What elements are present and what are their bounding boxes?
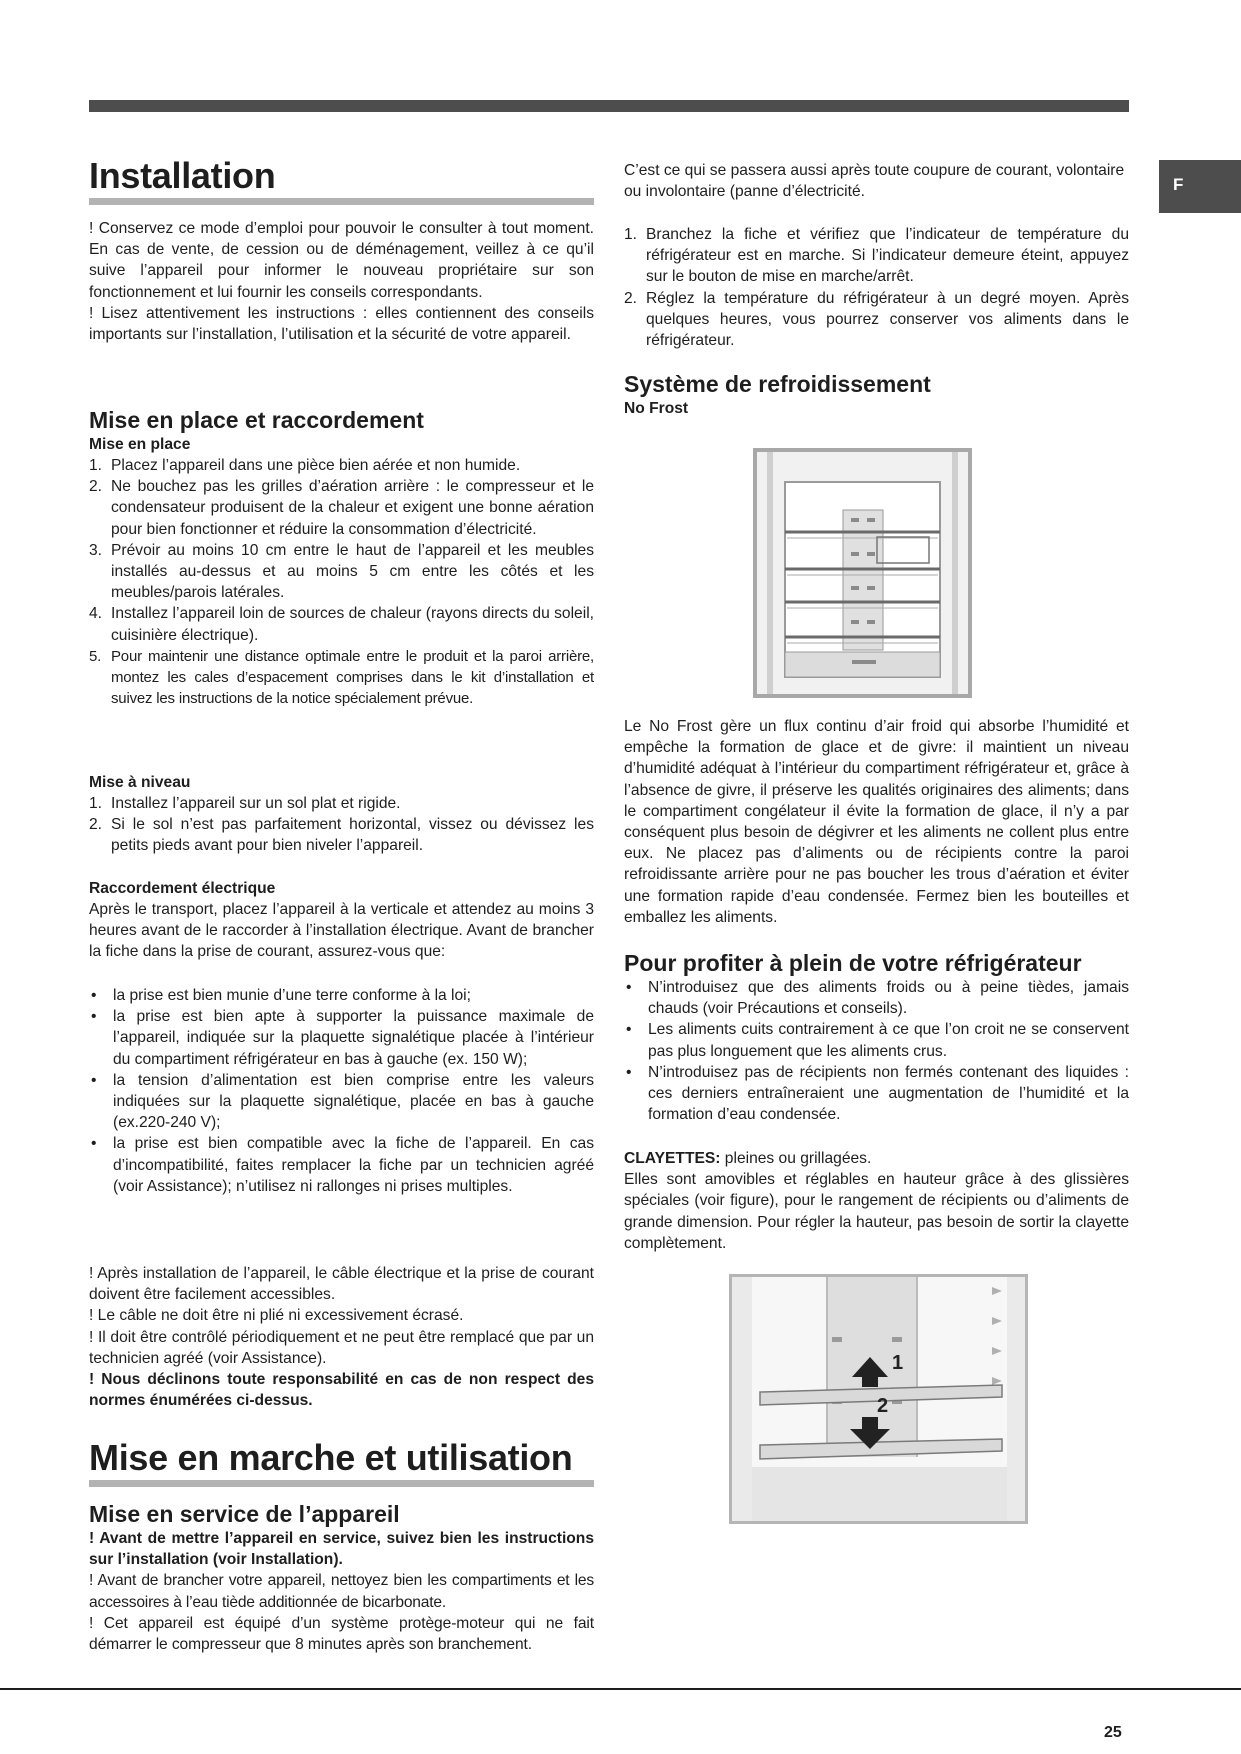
mise-en-service-title: Mise en service de l’appareil xyxy=(89,1501,400,1527)
list-item: • la prise est bien apte à supporter la puissance maximale de l’appareil, indiquée sur la plaquette signalétique placée à l’intérieur du compartiment réfrigérateur en bas à gauche (ex. 150 W); xyxy=(91,1008,594,1068)
mise-a-niveau-list xyxy=(89,793,594,857)
mise-en-place-title: Mise en place et raccordement xyxy=(89,407,424,433)
mise-en-service-p1: ! Avant de mettre l’appareil en service, suivez bien les instructions sur l’installation (voir Installation). xyxy=(89,1530,594,1569)
list-item: 2. Ne bouchez pas les grilles d’aération arrière : le compresseur et le condensateur produisent de la chaleur et exigent une bonne aération pour bien fonctionner et réduire la consommation d’électricité. xyxy=(89,478,594,538)
startup-steps xyxy=(624,224,1129,351)
mise-en-service-p3: ! Cet appareil est équipé d’un système protège-moteur qui ne fait démarrer le compresseur que 8 minutes après son branchement. xyxy=(89,1614,594,1654)
list-item: 5. Pour maintenir une distance optimale entre le produit et la paroi arrière, montez les cales d’espacement comprises dans le kit d’installation et suivez les instructions de la notice spécialement prévue. xyxy=(89,647,594,708)
right-intro: C’est ce qui se passera aussi après toute coupure de courant, volontaire ou involontaire (panne d’électricité. xyxy=(624,162,1125,201)
list-item: 1. Branchez la fiche et vérifiez que l’indicateur de température du réfrigérateur est en marche. Si l’indicateur demeure éteint, appuyez sur le bouton de mise en marche/arrêt. xyxy=(624,226,1129,286)
warning-3: ! Il doit être contrôlé périodiquement et ne peut être remplacé que par un technicien agréé (voir Assistance). xyxy=(89,1328,594,1367)
list-item: 1. Installez l’appareil sur un sol plat et rigide. xyxy=(89,795,401,812)
installation-intro-1: ! Conservez ce mode d’emploi pour pouvoir le consulter à tout moment. En cas de vente, de cession ou de déménagement, veillez à ce qu’il suive l’appareil pour informer le nouveau propriétaire sur son fonctionnement et lui fournir les conseils correspondants. xyxy=(89,220,594,301)
list-item: 1. Placez l’appareil dans une pièce bien aérée et non humide. xyxy=(89,457,521,474)
list-item: • N’introduisez pas de récipients non fermés contenant des liquides : ces derniers entraîneraient une augmentation de l’humidité et la formation d’eau condensée. xyxy=(626,1063,1129,1124)
cooling-title: Système de refroidissement xyxy=(624,371,931,397)
clayettes-description: Elles sont amovibles et réglables en hauteur grâce à des glissières spéciales (voir figure), pour le rangement de récipients ou d’aliments de grande dimension. Pour régler la hauteur, pas besoin de sortir la clayette complètement. xyxy=(624,1171,1129,1252)
shelf-adjustment-figure xyxy=(729,1274,1028,1524)
warning-1: ! Après installation de l’appareil, le câble électrique et la prise de courant doivent être facilement accessibles. xyxy=(89,1265,594,1304)
list-item: • la tension d’alimentation est bien comprise entre les valeurs indiquées sur la plaquette signalétique, placée en bas à gauche (ex.220-240 V); xyxy=(91,1071,594,1132)
fridge-interior-illustration xyxy=(757,452,968,694)
raccordement-intro: Après le transport, placez l’appareil à la verticale et attendez au moins 3 heures avant de le raccorder à l’installation électrique. Avant de brancher la fiche dans la prise de courant, assurez-vous que: xyxy=(89,901,594,961)
header-bar xyxy=(89,100,1129,112)
list-item: • N’introduisez que des aliments froids ou à peine tièdes, jamais chauds (voir Précautions et conseils). xyxy=(626,979,1129,1018)
list-item: 3. Prévoir au moins 10 cm entre le haut de l’appareil et les meubles installés au-dessus et au moins 5 cm entre les côtés et les meubles/parois latérales. xyxy=(89,541,594,602)
figure-label-1: 1 xyxy=(892,1352,904,1374)
list-item: • Les aliments cuits contrairement à ce que l’on croit ne se conservent pas plus longuement que les aliments crus. xyxy=(626,1021,1129,1060)
installation-intro-2: ! Lisez attentivement les instructions : elles contiennent des conseils importants sur l’installation, l’utilisation et la sécurité de votre appareil. xyxy=(89,304,594,344)
page-number: 25 xyxy=(1104,1724,1122,1741)
installation-title: Installation xyxy=(89,155,276,196)
mise-a-niveau-subtitle: Mise à niveau xyxy=(89,774,191,791)
nofrost-description: Le No Frost gère un flux continu d’air froid qui absorbe l’humidité et empêche la formation de glace et de givre: il maintient un niveau d’humidité adéquat à l’intérieur du compartiment réfrigérateur et, grâce à l’absence de givre, il préserve les qualités originaires des aliments; dans le compartiment congélateur il évite la formation de glace, il n’y a par conséquent plus besoin de dégivrer et les aliments ne collent plus entre eux. Ne placez pas d’aliments ou de récipients contre la paroi refroidissante arrière pour ne pas boucher les trous d’aération et éviter une formation rapide d’eau condensée. Fermez bien les bouteilles et emballez les aliments. xyxy=(624,718,1129,926)
mise-en-marche-title: Mise en marche et utilisation xyxy=(89,1437,573,1478)
list-item: 2. Réglez la température du réfrigérateur à un degré moyen. Après quelques heures, vous pourrez conserver vos aliments dans le réfrigérateur. xyxy=(624,289,1129,350)
language-tab-label: F xyxy=(1173,175,1184,194)
profit-title: Pour profiter à plein de votre réfrigérateur xyxy=(624,950,1082,976)
warning-2: ! Le câble ne doit être ni plié ni excessivement écrasé. xyxy=(89,1307,464,1325)
raccordement-subtitle: Raccordement électrique xyxy=(89,880,276,897)
shelf-adjustment-illustration xyxy=(732,1277,1025,1521)
raccordement-bullets xyxy=(89,985,594,1197)
list-item: • la prise est bien compatible avec la fiche de l’appareil. En cas d’incompatibilité, faites remplacer la fiche par un technicien agréé (voir Assistance); n’utilisez ni rallonges ni prises multiples. xyxy=(91,1135,594,1195)
mise-en-place-list xyxy=(89,455,594,709)
list-item: 4. Installez l’appareil loin de sources de chaleur (rayons directs du soleil, cuisinière électrique). xyxy=(89,605,594,644)
mise-en-place-subtitle: Mise en place xyxy=(89,436,191,453)
list-item: • la prise est bien munie d’une terre conforme à la loi; xyxy=(91,987,471,1004)
profit-bullets xyxy=(624,977,1129,1125)
footer-rule xyxy=(0,1688,1241,1690)
fridge-interior-figure xyxy=(753,448,972,698)
language-tab xyxy=(1159,160,1241,213)
figure-label-2: 2 xyxy=(877,1395,889,1417)
mise-en-service-p2: ! Avant de brancher votre appareil, nettoyez bien les compartiments et les accessoires à l’eau tiède additionnée de bicarbonate. xyxy=(89,1572,594,1611)
clayettes-heading: CLAYETTES: pleines ou grillagées. xyxy=(624,1150,872,1167)
warning-4: ! Nous déclinons toute responsabilité en cas de non respect des normes énumérées ci-dessus. xyxy=(89,1371,594,1410)
cooling-subtitle: No Frost xyxy=(624,400,689,417)
list-item: 2. Si le sol n’est pas parfaitement horizontal, vissez ou dévissez les petits pieds avant pour bien niveler l’appareil. xyxy=(89,816,594,855)
title-underline xyxy=(89,1480,594,1487)
title-underline xyxy=(89,198,594,205)
